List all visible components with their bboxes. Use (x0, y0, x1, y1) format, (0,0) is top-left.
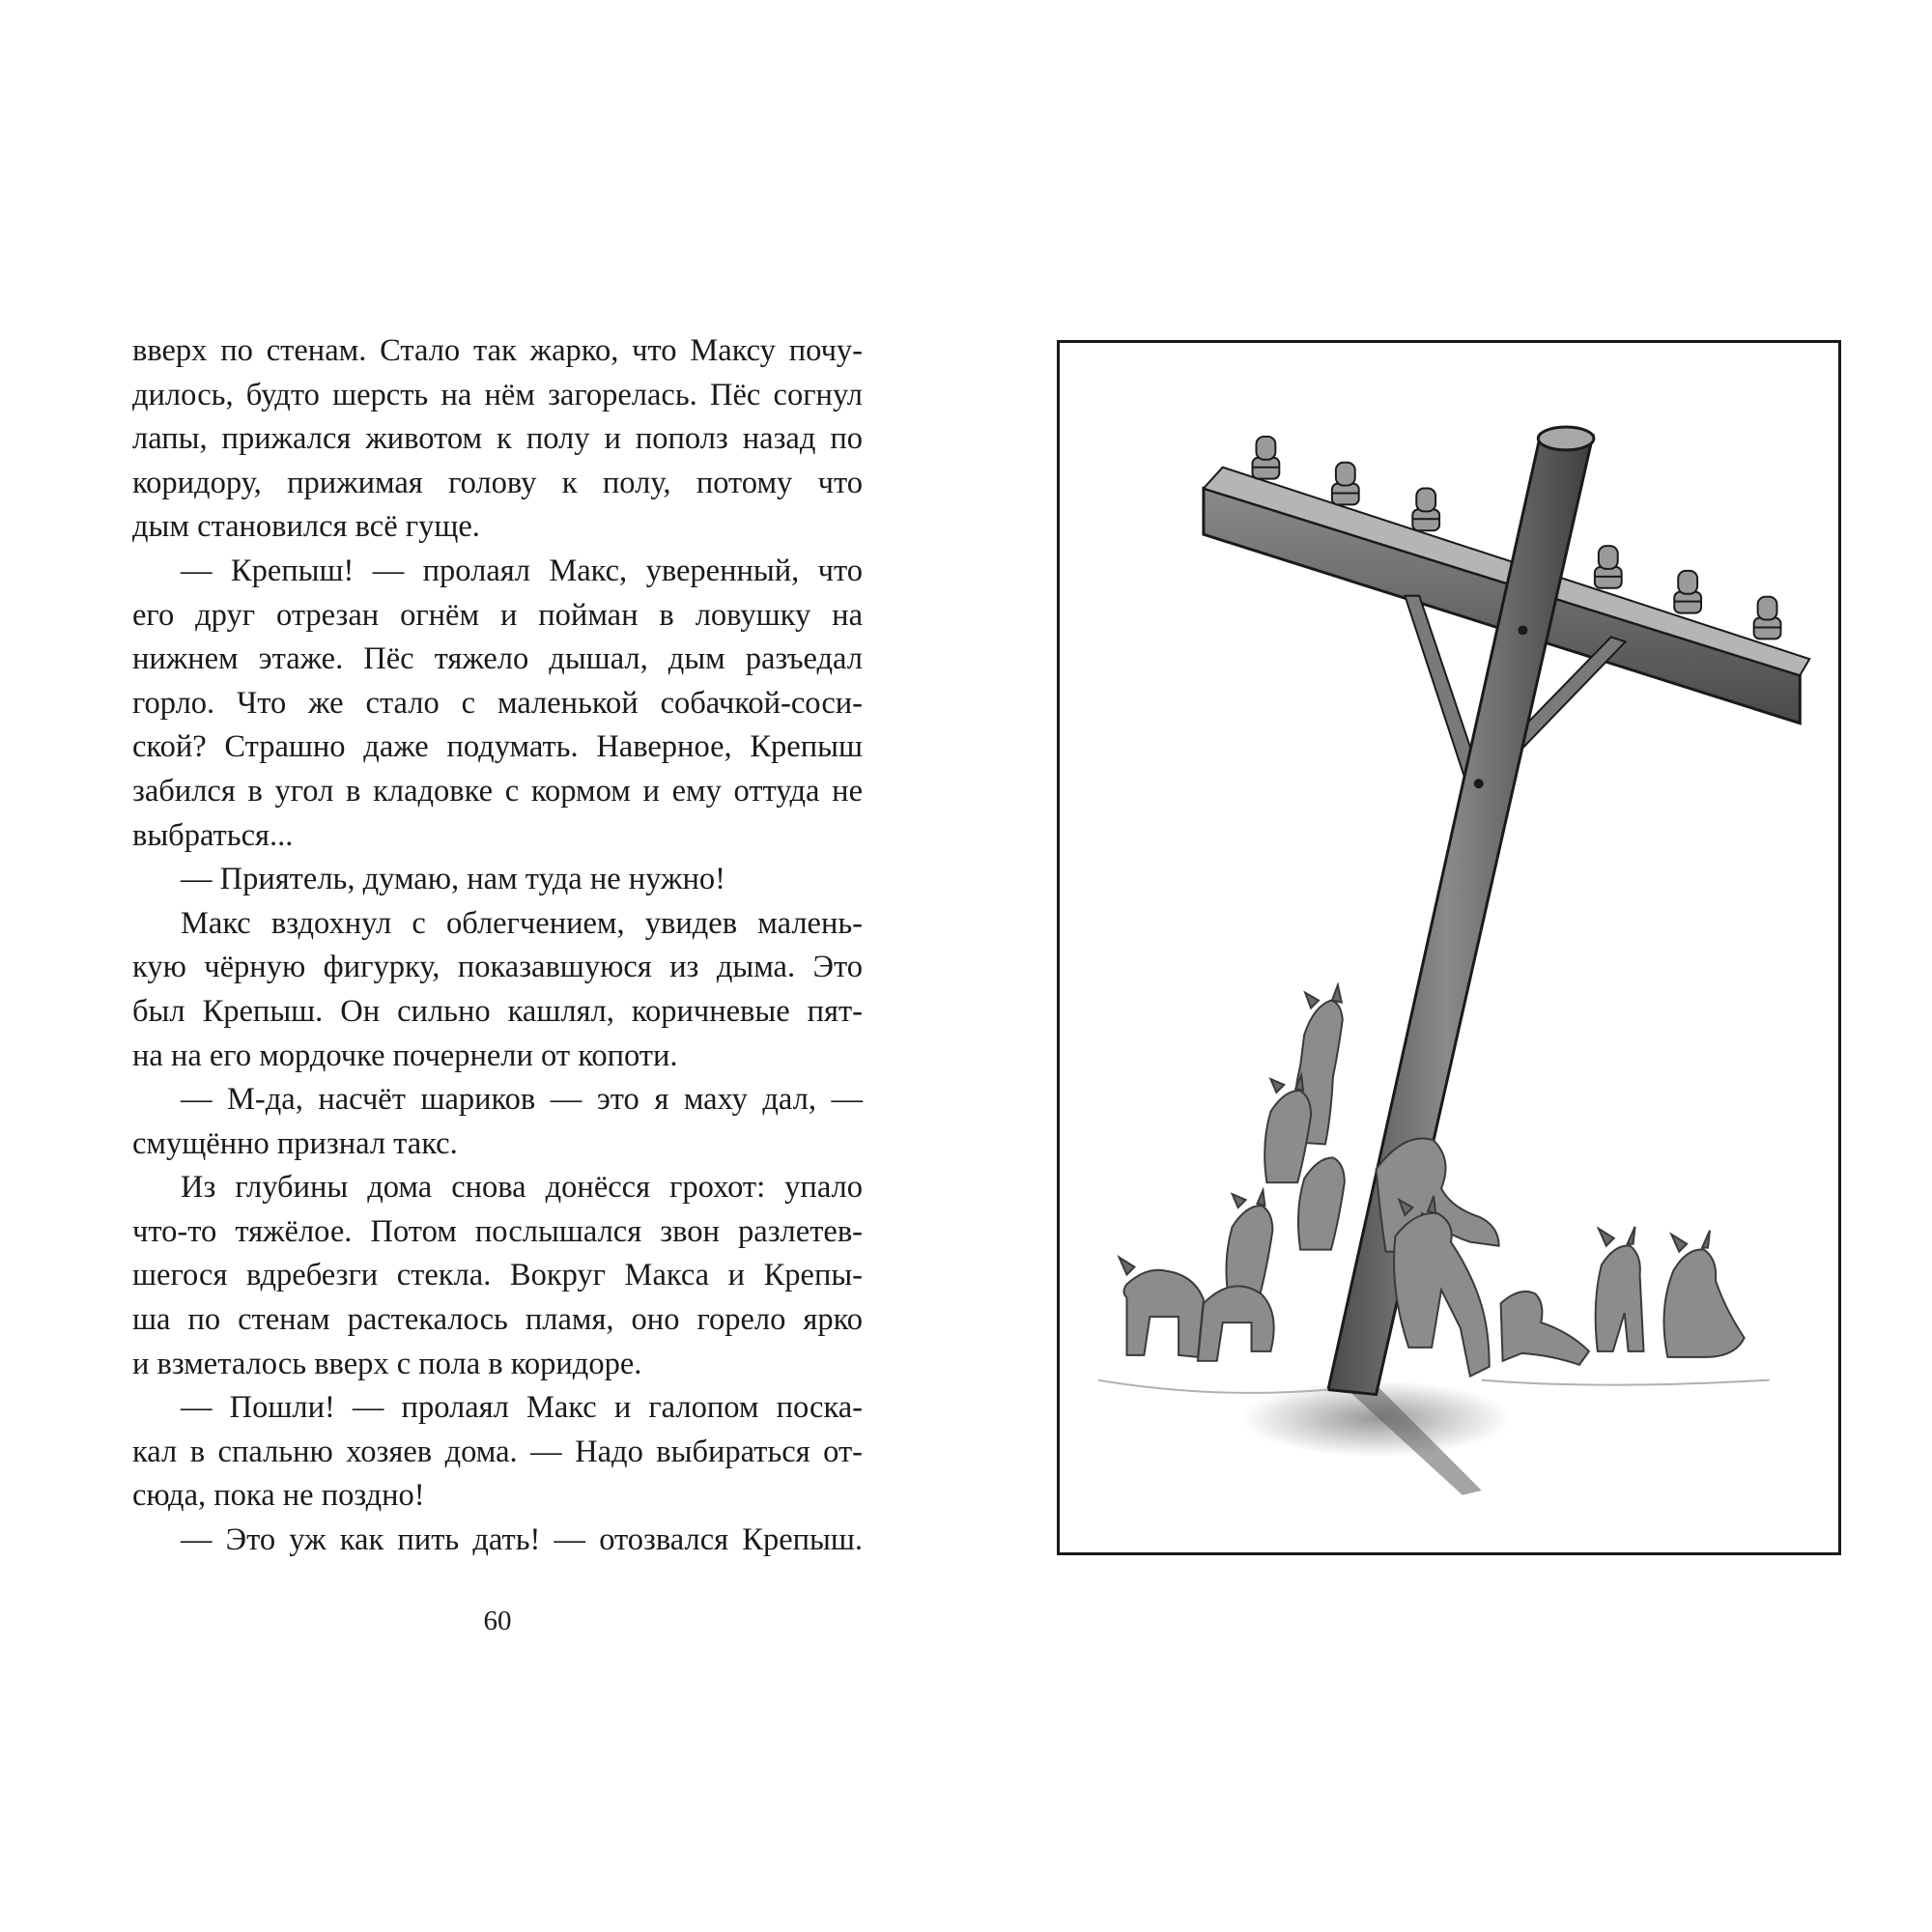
text-line: кую чёрную фигурку, показавшуюся из дыма. Это (132, 950, 863, 985)
text-line: нижнем этаже. Пёс тяжело дышал, дым разъедал (132, 641, 863, 677)
text-line: — Крепыш! — пролаял Макс, уверенный, что (181, 553, 863, 588)
text-line: его друг отрезан огнём и пойман в ловушку на (132, 597, 863, 633)
wolf-icon (1298, 1157, 1345, 1249)
wolf-icon (1120, 1258, 1204, 1357)
text-line: Из глубины дома снова донёсся грохот: упало (181, 1170, 863, 1206)
insulator-icon (1412, 489, 1439, 531)
wolf-icon (1663, 1231, 1744, 1357)
illustration-frame (1057, 340, 1841, 1555)
text-line: лапы, прижался животом к полу и пополз назад по (132, 421, 863, 457)
text-line: что-то тяжёлое. Потом послышался звон разлетев- (132, 1213, 863, 1249)
text-line: шегося вдребезги стекла. Вокруг Макса и Крепы- (132, 1258, 863, 1293)
text-line: ской? Страшно даже подумать. Наверное, Крепыш (132, 729, 863, 765)
text-line: Макс вздохнул с облегчением, увидев малень- (181, 905, 863, 941)
wolf-icon (1501, 1292, 1589, 1365)
text-line: кал в спальню хозяев дома. — Надо выбираться от- (132, 1434, 863, 1469)
insulator-icon (1253, 437, 1280, 479)
insulator-icon (1595, 546, 1622, 588)
text-line: и взметалось вверх с пола в коридоре. (132, 1346, 642, 1381)
body-text (132, 329, 863, 1563)
wolf-icon (1596, 1227, 1644, 1351)
insulator-icon (1674, 571, 1701, 613)
text-line: выбраться... (132, 817, 294, 853)
wolf-icon (1226, 1190, 1272, 1297)
text-line: — Приятель, думаю, нам туда не нужно! (181, 862, 725, 897)
page-number: 60 (483, 1605, 512, 1636)
insulator-icon (1754, 597, 1781, 639)
text-line: дилось, будто шерсть на нём загорелась. Пёс согнул (132, 377, 863, 412)
telegraph-pole-illustration (1060, 343, 1838, 1552)
text-line: на на его мордочке почернели от копоти. (132, 1037, 678, 1073)
text-line: сюда, пока не поздно! (132, 1478, 425, 1514)
text-line: забился в угол в кладовке с кормом и ему оттуда не (132, 773, 863, 809)
text-line: вверх по стенам. Стало так жарко, что Максу почу- (132, 333, 863, 368)
insulator-icon (1332, 463, 1359, 505)
text-line: дым становился всё гуще. (132, 509, 480, 545)
text-line: — М-да, насчёт шариков — это я маху дал, — (181, 1082, 863, 1118)
text-line: коридору, прижимая голову к полу, потому что (132, 465, 863, 500)
wolf-icon (1198, 1286, 1274, 1360)
text-line: ша по стенам растекалось пламя, оно горело ярко (132, 1302, 863, 1338)
text-line: был Крепыш. Он сильно кашлял, коричневые пят- (132, 993, 863, 1029)
text-line: — Пошли! — пролаял Макс и галопом поска- (181, 1390, 863, 1426)
text-line: — Это уж как пить дать! — отозвался Крепыш. (181, 1522, 863, 1558)
text-line: горло. Что же стало с маленькой собачкой-соси- (132, 685, 863, 721)
wolf-icon (1264, 1075, 1311, 1182)
text-line: смущённо признал такс. (132, 1125, 458, 1161)
